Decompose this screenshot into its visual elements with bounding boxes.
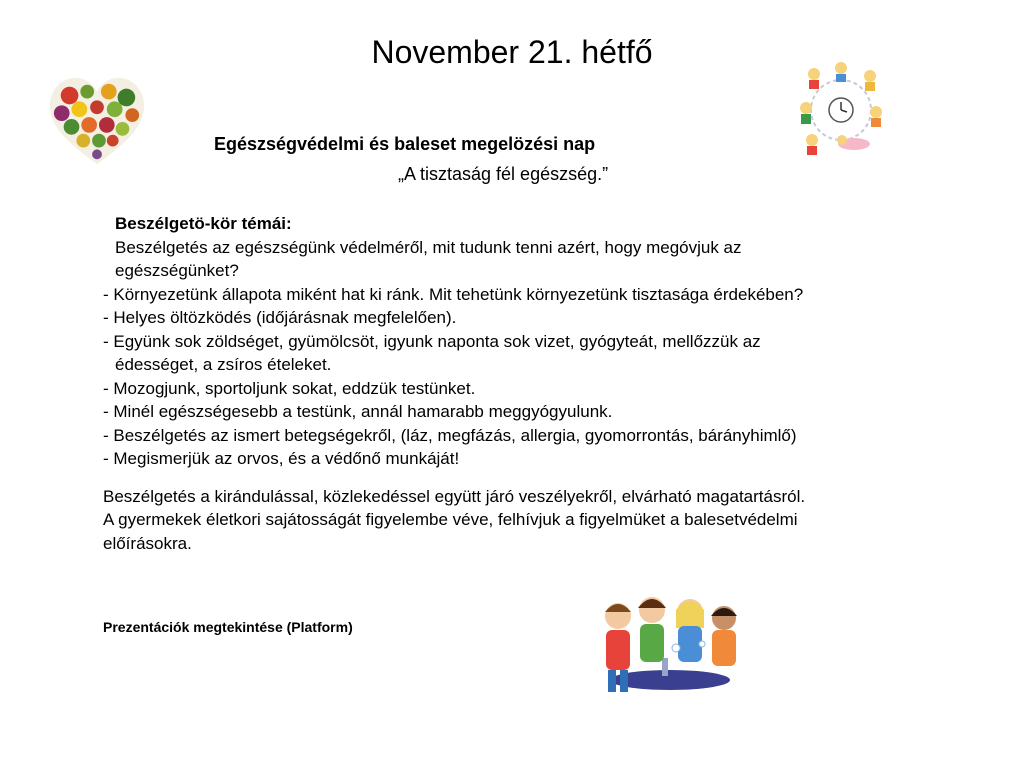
discussion-intro-line: Beszélgetés az egészségünk védelméről, mit tudunk tenni azért, hogy megóvjuk az [115, 237, 742, 257]
topic-item: - Mozogjunk, sportoljunk sokat, eddzük testünket. [103, 378, 476, 398]
daily-routine-clock-icon [796, 60, 886, 160]
topic-item: - Minél egészségesebb a testünk, annál hamarabb meggyógyulunk. [103, 402, 613, 421]
discussion-heading: Beszélgetö-kör témái: [115, 214, 292, 233]
topic-item: - Környezetünk állapota miként hat ki ránk. Mit tehetünk környezetünk tisztasága érdekében? [103, 284, 804, 304]
topic-item: - Helyes öltözködés (időjárásnak megfelelően). [103, 308, 457, 327]
motto-quote: „A tisztaság fél egészség.” [398, 164, 609, 184]
topic-item: - Beszélgetés az ismert betegségekről, (láz, megfázás, allergia, gyomorrontás, bárányhimlő) [103, 425, 797, 445]
topic-item: - Megismerjük az orvos, és a védőnő munkáját! [103, 449, 460, 468]
discussion-intro-line: egészségünket? [115, 261, 239, 280]
safety-paragraph-line: Beszélgetés a kirándulással, közlekedéssel együtt járó veszélyekről, elvárható magatartásról. [103, 486, 806, 506]
safety-paragraph-line: előírásokra. [103, 533, 192, 553]
children-washing-hands-icon [590, 588, 750, 696]
vegetable-heart-icon [48, 75, 146, 167]
safety-paragraph-line: A gyermekek életkori sajátosságát figyelembe véve, felhívjuk a figyelmüket a balesetvédelmi [103, 510, 798, 529]
day-subtitle: Egészségvédelmi és baleset megelözési nap [214, 134, 596, 154]
presentations-note: Prezentációk megtekintése (Platform) [103, 619, 353, 635]
discussion-topics [103, 212, 963, 555]
topic-item: - Együnk sok zöldséget, gyümölcsöt, igyunk naponta sok vizet, gyógyteát, mellőzzük az [103, 331, 761, 351]
page-title: November 21. hétfő [371, 34, 653, 70]
topic-item-continuation: édességet, a zsíros ételeket. [115, 355, 332, 374]
